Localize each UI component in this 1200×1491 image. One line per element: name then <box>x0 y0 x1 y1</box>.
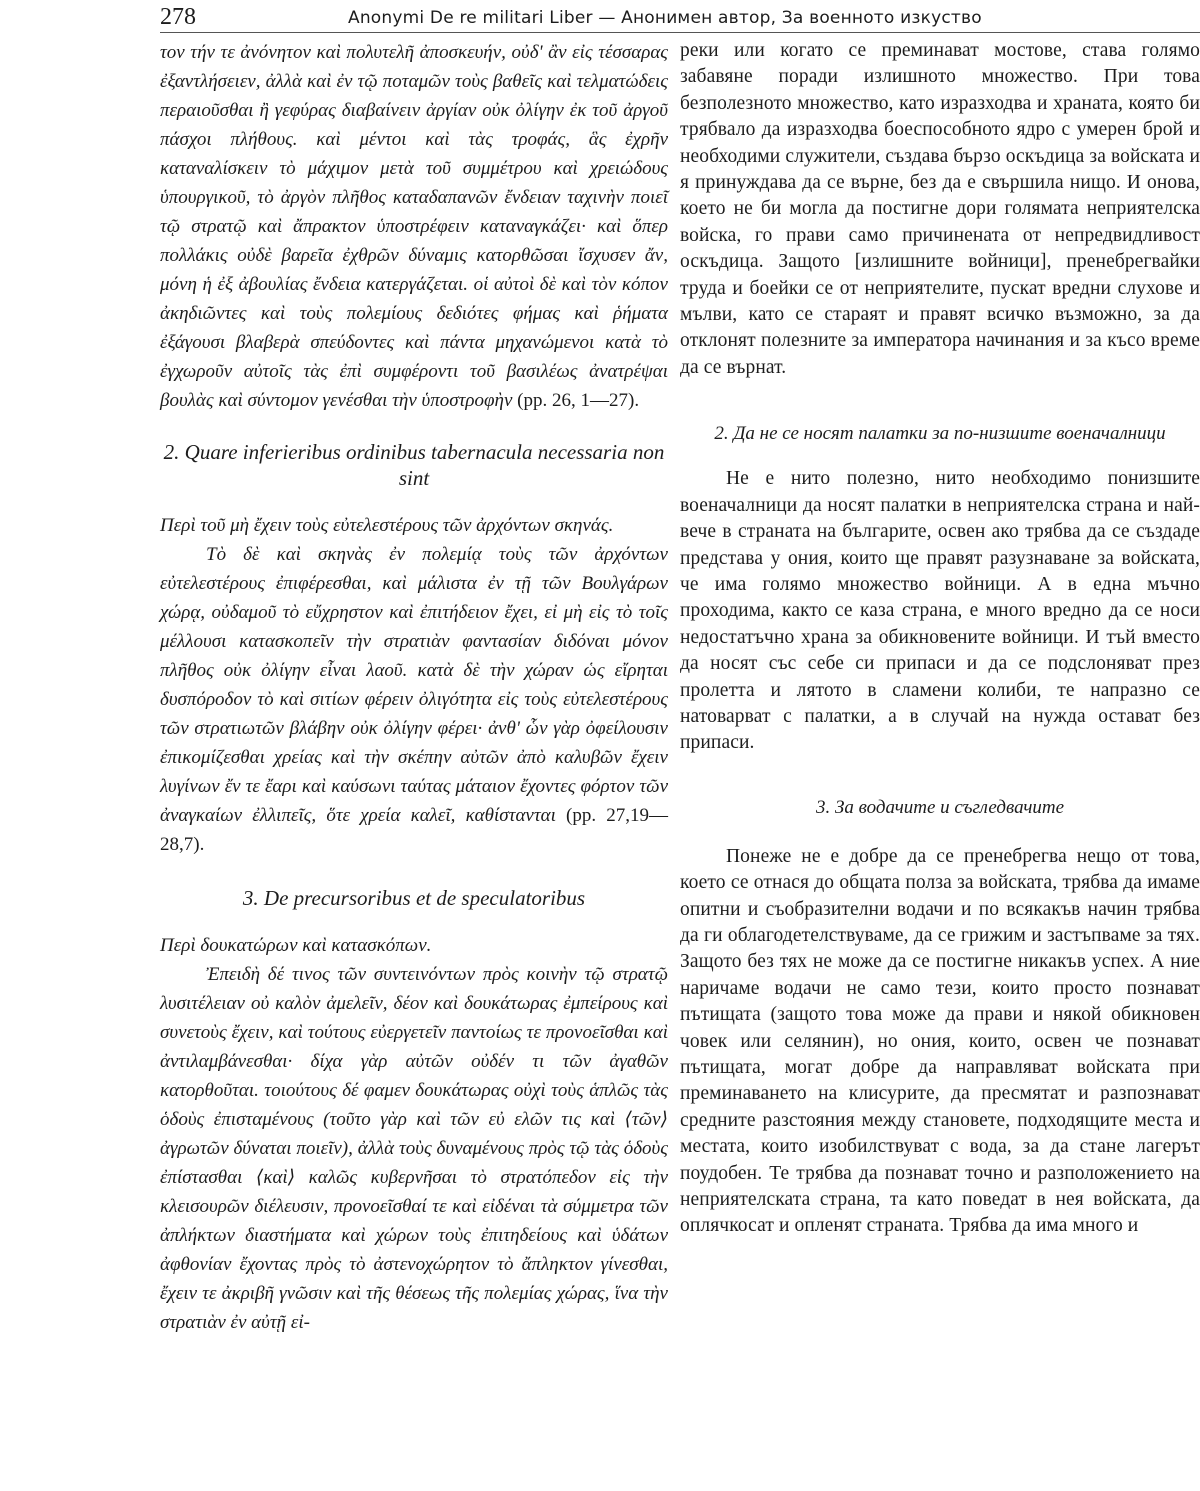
bulgarian-column <box>680 38 1200 1240</box>
section-3-greek-title: Περὶ δουκατώρων καὶ κατασκόπων. <box>160 935 432 956</box>
section-3-heading-latin: 3. De precursoribus et de speculatoribus <box>242 886 586 910</box>
running-title: Anonymi De re militari Liber — Анонимен автор, За военното изкуство <box>348 8 982 28</box>
bulgarian-paragraph-3: Понеже не е добре да се пренебрегва нещо от това, което се отнася до общата полза за войската, трябва да имаме опитни и съобразителни водачи и по всякакъв начин трябва да ги облагодетелствуваме, да се грижим и застъпваме за тях. Защото без тях не може да се постигне никакъв успех. А ние наричаме водачи не само тези, които просто познават пътищата (защото това може да прави и някой обикновен човек или селянин), но ония, които, освен че познават пътищата, могат добре да направляват войската при преминаването на клисурите, да пресмятат и разпознават средните разстояния между становете, подходящите места и местата, които изобилствуват с вода, за да стане лагерът поудобен. Те трябва да познават точно и разположението на неприятелската страна, та като поведат в нея войската, да оплячкосат и опленят страната. Трябва да има много и <box>680 845 1200 1237</box>
section-2-heading-latin: 2. Quare inferieribus ordinibus tabernacula necessaria non sint <box>163 440 665 490</box>
greek-paragraph-2 <box>160 540 668 859</box>
page-header <box>160 4 1200 33</box>
bulgarian-paragraph-2: Не е нито полезно, нито необходимо понизшите военачалници да носят палатки в неприятелска страна и най-вече в страната на българите, освен ако трябва да се създаде представа у ония, които ще правят разузнаване за войската, че има голямо множество войници. А в една мъчно проходима, както се каза страна, е много вредно да се носи недостатъчно храна за обикновените войници. И тъй вместо да носят със себе си припаси и да се подслоняват през пролетта и лятото в сламени колиби, те напразно се натоварват с палатки, а в случай на нужда остават без припаси. <box>680 468 1200 754</box>
greek-paragraph-3: Ἐπειδὴ δέ τινος τῶν συντεινόντων πρὸς κοινὴν τῷ στρατῷ λυσιτέλειαν οὐ καλὸν ἀμελεῖν, δέον καὶ δουκάτωρας ἐμπείρους καὶ συνετοὺς ἔχειν, καὶ τούτους εὐεργετεῖν παντοίως τε προνοεῖσθαι καὶ ἀντιλαμβάνεσθαι· δίχα γὰρ αὐτῶν οὐδέν τι τῶν ἀγαθῶν κατορθοῦται. τοιούτους δέ φαμεν δουκάτωρας οὐχὶ τοὺς ἁπλῶς τὰς ὁδοὺς ἐπισταμένους (τοῦτο γὰρ καὶ τῶν εὐ ελῶν τις καὶ ⟨τῶν⟩ ἀγρωτῶν δύναται ποιεῖν), ἀλλὰ τοὺς δυναμένους πρὸς τῷ τὰς ὁδοὺς ἐπίστασθαι ⟨καὶ⟩ καλῶς κυβερνῆσαι τὸ στρατόπεδον εἰς τὴν κλεισουρῶν διέλευσιν, προνοεῖσθαί τε καὶ εἰδέναι τὰ σύμμετρα τῶν ἀπλήκτων διαστήματα καὶ χώρων τοὺς ἐπιτηδείους καὶ ὑδάτων ἀφθονίαν ἔχοντας πρὸς τὸ ἀστενοχώρητον τὸ ἄπληκτον γίνεσθαι, ἔχειν τε ἀκριβῆ γνῶσιν καὶ τῆς θέσεως τῆς πολεμίας χώρας, ἵνα τὴν στρατιὰν ἐν αὐτῇ εἰ- <box>160 964 668 1333</box>
section-2-greek-title: Περὶ τοῦ μὴ ἔχειν τοὺς εὐτελεστέρους τῶν ἀρχόντων σκηνάς. <box>160 515 614 536</box>
greek-paragraph-1 <box>160 38 668 415</box>
page-reference-1: (pp. 26, 1—27). <box>517 390 640 411</box>
page-reference-2: (pp. 27,19—28,7). <box>160 805 669 855</box>
section-3-heading-bulgarian: 3. За водачите и съгледвачите <box>815 796 1065 818</box>
greek-text-1: τον τήν τε ἀνόνητον καὶ πολυτελῆ ἀποσκευήν, οὐδ' ἂν εἰς τέσσαρας ἐξαντλήσειεν, ἀλλὰ καὶ ἐν τῷ ποταμῶν τοὺς βαθεῖς καὶ τελματώδεις περαιοῦσθαι ἢ γεφύρας διαβαίνειν ἀργίαν οὐκ ὀλίγην ἐκ τοῦ ἀργοῦ πάσχοι πλήθους. καὶ μέντοι καὶ τὰς τροφάς, ἃς ἐχρῆν καταναλίσκειν τὸ μάχιμον μετὰ τοῦ συμμέτρου καὶ χρειώδους ὑπουργικοῦ, τὸ ἀργὸν πλῆθος καταδαπανῶν ἔνδειαν ταχινὴν ποιεῖ τῷ στρατῷ καὶ ἄπρακτον ὑποστρέφειν καταναγκάζει· καὶ ὅπερ πολλάκις οὐδὲ βαρεῖα ἐχθρῶν δύναμις κατορθῶσαι ἴσχυσεν ἄν, μόνη ἡ ἐξ ἀβουλίας ἔνδεια κατεργάζεται. οἱ αὐτοὶ δὲ καὶ τὸν κόπον ἀκηδιῶντες καὶ τοὺς πολεμίους δεδιότες φήμας καὶ ῥήματα ἐξάγουσι βλαβερὰ σπεύδοντες καὶ πάντα μηχανώμενοι κατὰ τὸ ἐγχωροῦν αὐτοῖς τὰς ἐπὶ συμφέροντι τοῦ βασιλέως ἀνατρέψαι βουλὰς καὶ σύντομον γενέσθαι τὴν ὑποστροφὴν <box>160 42 668 411</box>
page-number: 278 <box>160 4 196 30</box>
greek-text-2: Τὸ δὲ καὶ σκηνὰς ἐν πολεμίᾳ τοὺς τῶν ἀρχόντων εὐτελεστέρους ἐπιφέρεσθαι, καὶ μάλιστα ἐν τῇ τῶν Βουλγάρων χώρᾳ, οὐδαμοῦ τὸ εὔχρηστον καὶ ἐπιτήδειον ἔχει, εἰ μὴ εἰς τὸ τοῖς μέλλουσι κατασκοπεῖν τὴν στρατιὰν φαντασίαν διδόναι μόνον πλῆθος οὐκ ὀλίγην εἶναι λαοῦ. κατὰ δὲ τὴν χώραν ὡς εἴρηται δυσπόροδον τὸ καὶ σιτίων φέρειν ὀλιγότητα εἰς τοὺς εὐτελεστέρους τῶν στρατιωτῶν βλάβην οὐκ ὀλίγην φέρει· ἀνθ' ὧν γὰρ ὀφείλουσιν ἐπικομίζεσθαι χρείας καὶ τὴν σκέπην αὐτῶν ἀπὸ καλυβῶν ἔχειν λυγίνων ἔν τε ἔαρι καὶ καύσωνι ταύτας μάταιον ἔχοντες φόρτον τῶν ἀναγκαίων ἐλλιπεῖς, ὅτε χρεία καλεῖ, καθίστανται <box>160 544 668 826</box>
bulgarian-paragraph-1: реки или когато се преминават мостове, става голямо забавяне поради излишното множество. При това безполезното множество, като изразходва и храната, която би трябвало да изразходва боеспособното ядро с умерен брой и необходими служители, създава бързо оскъдица за войската и я принуждава да се върне, без да е свършила нищо. И онова, което не би могла да постигне дори голямата неприятелска войска, го прави само причинената от непредвидливост оскъдица. Защото [излишните войници], пренебрегвайки труда и боейки се от неприятелите, пускат вредни слухове и мълви, като се стараят и правят всичко възможно, за да отклонят полезните за императора начинания и за късо време да се върнат. <box>680 40 1200 378</box>
greek-column <box>160 38 668 1337</box>
section-2-heading-bulgarian: 2. Да не се носят палатки за по-низшите военачалници <box>714 423 1166 445</box>
